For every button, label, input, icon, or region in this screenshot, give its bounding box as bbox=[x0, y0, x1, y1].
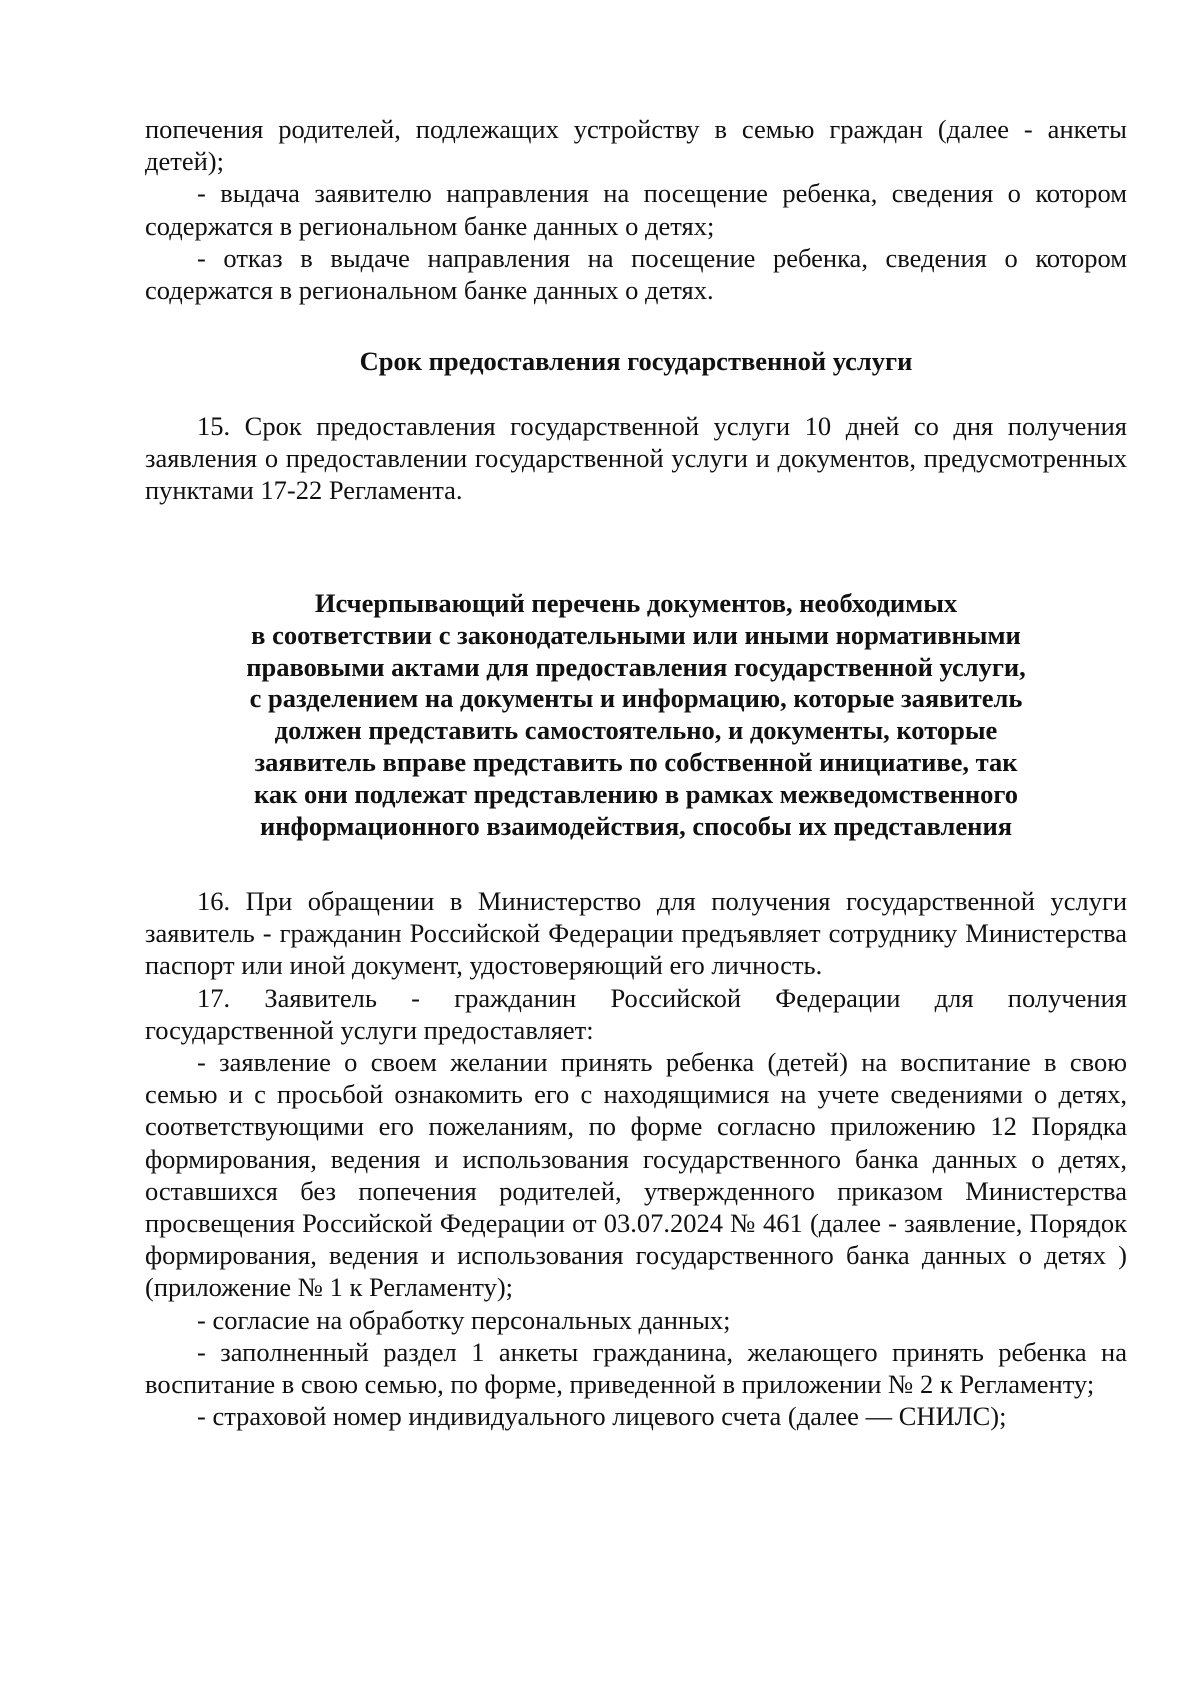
heading-line: заявитель вправе представить по собственной инициативе, так bbox=[254, 746, 1018, 777]
paragraph-continuation: попечения родителей, подлежащих устройству в семью граждан (далее - анкеты детей); bbox=[145, 114, 1127, 177]
heading-line: информационного взаимодействия, способы их представления bbox=[259, 810, 1013, 841]
paragraph-17: 17. Заявитель - гражданин Российской Федерации для получения государственной услуги предоставляет: bbox=[145, 982, 1127, 1045]
paragraph-17-consent: - согласие на обработку персональных данных; bbox=[197, 1304, 731, 1335]
heading-documents-list bbox=[145, 588, 1127, 842]
service-term-block bbox=[145, 410, 1127, 507]
paragraph-issue-referral: - выдача заявителю направления на посещение ребенка, сведения о котором содержатся в региональном банке данных о детях; bbox=[145, 178, 1127, 241]
paragraph-17-application: - заявление о своем желании принять ребенка (детей) на воспитание в свою семью и с просьбой ознакомить его с находящимися на учете сведениями о детях, соответствующими его пожеланиям, по форме согласно приложению 12 Порядка формирования, ведения и использования государственного банка данных о детях, оставшихся без попечения родителей, утвержденного приказом Министерства просвещения Российской Федерации от 03.07.2024 № 461 (далее - заявление, Порядок формирования, ведения и использования государственного банка данных о детях ) (приложение № 1 к Регламенту); bbox=[145, 1047, 1127, 1303]
paragraph-17-questionnaire: - заполненный раздел 1 анкеты гражданина, желающего принять ребенка на воспитание в свою семью, по форме, приведенной в приложении № 2 к Регламенту; bbox=[145, 1336, 1127, 1400]
heading-line: должен представить самостоятельно, и документы, которые bbox=[274, 715, 998, 746]
heading-line: правовыми актами для предоставления государственной услуги, bbox=[246, 651, 1026, 682]
intro-block bbox=[145, 113, 1127, 306]
paragraph-15: 15. Срок предоставления государственной услуги 10 дней со дня получения заявления о предоставлении государственной услуги и документов, предусмотренных пунктами 17-22 Регламента. bbox=[145, 411, 1127, 506]
heading-line: с разделением на документы и информацию, которые заявитель bbox=[249, 683, 1023, 714]
heading-line: как они подлежат представлению в рамках межведомственного bbox=[254, 778, 1018, 809]
paragraph-16: 16. При обращении в Министерство для получения государственной услуги заявитель - гражданин Российской Федерации предъявляет сотруднику Министерства паспорт или иной документ, удостоверяющий его личность. bbox=[145, 886, 1127, 981]
heading-line: Исчерпывающий перечень документов, необходимых bbox=[314, 588, 958, 618]
documents-block bbox=[145, 885, 1127, 1432]
heading-line: в соответствии с законодательными или иными нормативными bbox=[251, 619, 1021, 650]
paragraph-refusal-referral: - отказ в выдаче направления на посещение ребенка, сведения о котором содержатся в региональном банке данных о детях. bbox=[145, 242, 1127, 306]
paragraph-17-snils: - страховой номер индивидуального лицевого счета (далее — СНИЛС); bbox=[197, 1401, 1007, 1432]
heading-service-term: Срок предоставления государственной услуги bbox=[359, 346, 913, 376]
